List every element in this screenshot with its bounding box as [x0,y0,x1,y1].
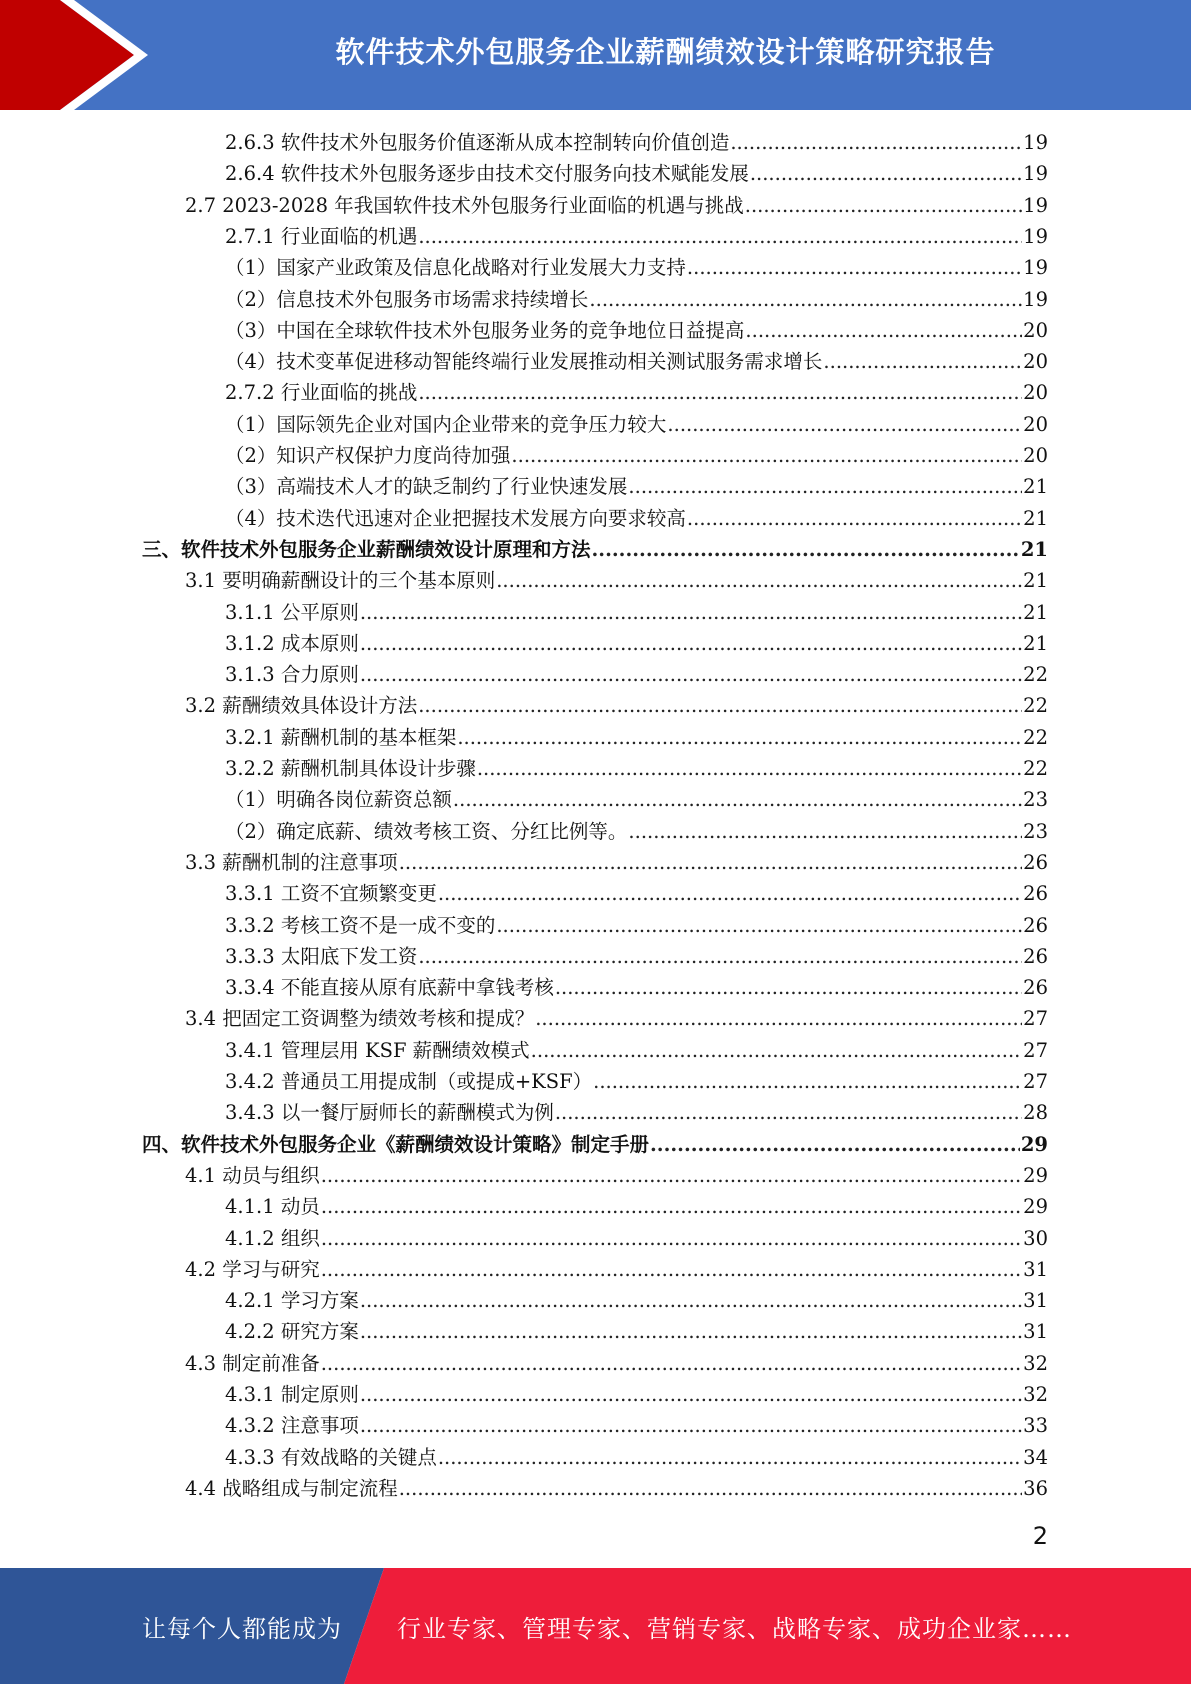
toc-entry-page: 20 [1023,318,1048,342]
toc-entry-title: 4.3.3 有效战略的关键点 [225,1445,437,1469]
toc-entry-page: 20 [1023,350,1048,374]
toc-entry[interactable] [225,346,1048,377]
toc-entry-title: （2）知识产权保护力度尚待加强 [225,444,511,467]
toc-entry[interactable] [225,1066,1048,1097]
toc-dot-leader [593,1066,1022,1097]
toc-entry-page: 31 [1023,1320,1048,1344]
toc-dot-leader [360,1410,1022,1441]
toc-entry-page: 26 [1023,882,1048,906]
toc-dot-leader [823,346,1022,377]
toc-entry-page: 21 [1020,537,1048,561]
toc-entry-title: 三、软件技术外包服务企业薪酬绩效设计原理和方法 [142,537,591,561]
toc-entry-page: 23 [1023,819,1048,843]
toc-entry-title: （1）国家产业政策及信息化战略对行业发展大力支持 [225,256,686,280]
toc-dot-leader [360,659,1022,690]
toc-entry-title: 4.2 学习与研究 [185,1257,320,1281]
toc-entry-title: 4.2.2 研究方案 [225,1320,359,1344]
header-arrow-accent [0,0,160,110]
toc-entry-page: 29 [1020,1132,1048,1156]
toc-dot-leader [438,1442,1022,1473]
toc-entry-page: 21 [1023,475,1048,499]
toc-dot-leader [555,972,1022,1003]
toc-entry-page: 20 [1023,412,1048,436]
toc-dot-leader [453,784,1022,815]
toc-dot-leader [477,753,1022,784]
toc-entry-page: 27 [1023,1038,1048,1062]
toc-entry-title: 3.4.1 管理层用 KSF 薪酬绩效模式 [225,1038,530,1062]
toc-entry-page: 21 [1023,506,1048,530]
toc-entry-title: （2）确定底薪、绩效考核工资、分红比例等。 [225,819,628,843]
toc-dot-leader [360,1285,1022,1316]
toc-entry-title: 2.6.4 软件技术外包服务逐步由技术交付服务向技术赋能发展 [225,162,749,186]
toc-dot-leader [531,1035,1023,1066]
toc-entry-page: 20 [1023,381,1048,405]
toc-entry-page: 34 [1023,1445,1048,1469]
toc-entry[interactable] [225,284,1048,315]
footer-slogan-right: 行业专家、管理专家、营销专家、战略专家、成功企业家…… [397,1614,1072,1643]
toc-dot-leader [496,565,1022,596]
toc-entry[interactable] [225,252,1048,283]
toc-entry-title: （3）中国在全球软件技术外包服务业务的竞争地位日益提高 [225,318,745,342]
toc-entry-page: 26 [1023,913,1048,937]
toc-entry-page: 22 [1023,694,1048,718]
toc-entry[interactable] [185,1254,1048,1285]
toc-dot-leader [745,190,1022,221]
toc-entry-title: 3.2.1 薪酬机制的基本框架 [225,725,457,749]
toc-dot-leader [555,1097,1022,1128]
toc-entry-title: （2）信息技术外包服务市场需求持续增长 [225,287,589,311]
toc-entry-title: 3.3.4 不能直接从原有底薪中拿钱考核 [225,976,554,1000]
toc-entry[interactable] [225,1285,1048,1316]
toc-entry-title: 2.7 2023-2028 年我国软件技术外包服务行业面临的机遇与挑战 [185,193,744,217]
toc-dot-leader [399,1473,1022,1504]
toc-dot-leader [438,878,1022,909]
toc-entry[interactable] [225,377,1048,408]
toc-entry-page: 21 [1023,600,1048,624]
toc-entry[interactable] [225,597,1048,628]
toc-entry-title: 3.3.2 考核工资不是一成不变的 [225,913,496,937]
toc-dot-leader [511,440,1022,471]
toc-dot-leader [535,1003,1022,1034]
toc-entry-page: 32 [1023,1351,1048,1375]
toc-dot-leader [750,158,1022,189]
toc-entry-title: 4.4 战略组成与制定流程 [185,1476,398,1500]
toc-dot-leader [650,1129,1020,1160]
toc-entry-page: 32 [1023,1383,1048,1406]
toc-entry-page: 19 [1023,193,1048,217]
toc-dot-leader [589,284,1022,315]
toc-entry-page: 30 [1023,1226,1048,1250]
toc-entry[interactable] [225,910,1048,941]
toc-dot-leader [360,628,1022,659]
toc-dot-leader [628,816,1022,847]
toc-entry-page: 26 [1023,976,1048,1000]
toc-entry[interactable] [225,440,1048,471]
toc-dot-leader [628,471,1022,502]
toc-dot-leader [496,910,1022,941]
toc-entry[interactable] [185,1348,1048,1379]
toc-entry[interactable] [225,878,1048,909]
toc-entry-page: 26 [1023,850,1048,874]
toc-entry-title: 4.1 动员与组织 [185,1163,320,1187]
toc-entry-page: 19 [1023,162,1048,186]
toc-entry-page: 20 [1023,444,1048,467]
toc-entry[interactable] [185,1160,1048,1191]
toc-dot-leader [592,534,1020,565]
toc-entry-page: 22 [1023,663,1048,687]
toc-entry[interactable] [185,690,1048,721]
toc-entry-title: 3.4 把固定工资调整为绩效考核和提成？ [185,1007,535,1031]
toc-entry[interactable] [225,1035,1048,1066]
page-header [0,0,1191,110]
toc-entry-title: （4）技术变革促进移动智能终端行业发展推动相关测试服务需求增长 [225,350,823,374]
toc-dot-leader [730,127,1022,158]
toc-entry-page: 21 [1023,631,1048,655]
toc-dot-leader [418,941,1022,972]
toc-entry[interactable] [185,190,1048,221]
toc-entry[interactable] [225,1442,1048,1473]
toc-entry-page: 22 [1023,725,1048,749]
toc-dot-leader [321,1254,1022,1285]
toc-dot-leader [321,1160,1022,1191]
toc-entry-title: 2.7.2 行业面临的挑战 [225,381,418,405]
toc-entry[interactable] [185,1003,1048,1034]
toc-entry[interactable] [225,659,1048,690]
toc-entry-page: 28 [1023,1101,1048,1125]
toc-dot-leader [667,409,1022,440]
toc-dot-leader [687,252,1022,283]
toc-dot-leader [360,1316,1022,1347]
toc-entry[interactable] [185,847,1048,878]
toc-dot-leader [687,503,1022,534]
toc-entry-title: 3.1.3 合力原则 [225,663,359,687]
toc-entry-title: 4.3.2 注意事项 [225,1414,359,1438]
toc-entry-page: 29 [1023,1195,1048,1219]
toc-entry-page: 31 [1023,1289,1048,1313]
toc-entry-page: 29 [1023,1163,1048,1187]
toc-entry-page: 27 [1023,1007,1048,1031]
toc-entry[interactable] [225,158,1048,189]
toc-entry[interactable] [225,972,1048,1003]
toc-entry[interactable] [225,816,1048,847]
toc-entry-page: 26 [1023,944,1048,968]
toc-entry[interactable] [225,1223,1048,1254]
toc-entry-title: 2.7.1 行业面临的机遇 [225,224,418,248]
toc-dot-leader [360,1379,1022,1410]
toc-dot-leader [457,722,1022,753]
toc-entry[interactable] [225,1410,1048,1441]
toc-entry-page: 19 [1023,256,1048,280]
toc-entry[interactable] [225,753,1048,784]
toc-entry[interactable] [225,221,1048,252]
toc-entry-page: 19 [1023,287,1048,311]
toc-entry-title: 4.2.1 学习方案 [225,1289,359,1313]
toc-entry[interactable] [225,127,1048,158]
toc-entry[interactable] [225,1316,1048,1347]
toc-entry-page: 19 [1023,131,1048,154]
toc-dot-leader [399,847,1022,878]
header-red-chevron [0,0,134,110]
toc-entry-title: 3.2 薪酬绩效具体设计方法 [185,694,418,718]
footer-slogan-left: 让每个人都能成为 [142,1614,342,1643]
toc-entry[interactable] [185,1473,1048,1504]
toc-entry[interactable] [225,503,1048,534]
toc-entry-page: 19 [1023,224,1048,248]
toc-entry[interactable] [225,628,1048,659]
report-title: 软件技术外包服务企业薪酬绩效设计策略研究报告 [335,34,996,69]
toc-entry-title: 2.6.3 软件技术外包服务价值逐渐从成本控制转向价值创造 [225,131,730,154]
toc-entry-page: 27 [1023,1070,1048,1093]
toc-entry-page: 21 [1023,569,1048,593]
toc-entry-title: 3.3.1 工资不宜频繁变更 [225,882,437,906]
toc-entry[interactable] [225,941,1048,972]
toc-entry-title: 四、软件技术外包服务企业《薪酬绩效设计策略》制定手册 [142,1132,650,1156]
toc-entry-page: 23 [1023,788,1048,812]
toc-dot-leader [321,1223,1022,1254]
toc-dot-leader [321,1348,1022,1379]
toc-entry-title: 3.1 要明确薪酬设计的三个基本原则 [185,569,496,593]
toc-entry-title: 3.3.3 太阳底下发工资 [225,944,418,968]
toc-entry[interactable] [225,315,1048,346]
toc-entry[interactable] [225,784,1048,815]
toc-entry[interactable] [185,565,1048,596]
toc-entry-title: 3.2.2 薪酬机制具体设计步骤 [225,757,476,780]
toc-entry-title: 4.1.1 动员 [225,1195,320,1219]
toc-dot-leader [360,597,1022,628]
toc-dot-leader [418,377,1022,408]
page-footer [0,1568,1191,1684]
toc-entry[interactable] [142,534,1048,565]
toc-entry-title: 3.4.2 普通员工用提成制（或提成+KSF） [225,1070,593,1093]
toc-entry-title: 4.3.1 制定原则 [225,1383,359,1406]
toc-dot-leader [321,1191,1022,1222]
page-number: 2 [1032,1522,1048,1550]
toc-entry[interactable] [225,1191,1048,1222]
toc-entry-title: （1）国际领先企业对国内企业带来的竞争压力较大 [225,412,667,436]
toc-entry-title: 3.3 薪酬机制的注意事项 [185,850,398,874]
toc-entry-title: 3.1.1 公平原则 [225,600,359,624]
toc-entry-page: 31 [1023,1257,1048,1281]
toc-entry[interactable] [142,1129,1048,1160]
toc-entry-title: （3）高端技术人才的缺乏制约了行业快速发展 [225,475,628,499]
toc-entry[interactable] [225,722,1048,753]
toc-entry-title: 4.3 制定前准备 [185,1351,320,1375]
toc-entry-title: （1）明确各岗位薪资总额 [225,788,452,812]
toc-entry[interactable] [225,1097,1048,1128]
toc-dot-leader [418,690,1022,721]
toc-entry-page: 33 [1023,1414,1048,1438]
toc-entry-title: 3.4.3 以一餐厅厨师长的薪酬模式为例 [225,1101,554,1125]
toc-entry-page: 36 [1023,1476,1048,1500]
toc-entry-title: 3.1.2 成本原则 [225,631,359,655]
toc-entry[interactable] [225,471,1048,502]
toc-entry-page: 22 [1023,757,1048,780]
toc-dot-leader [745,315,1022,346]
toc-entry[interactable] [225,409,1048,440]
toc-dot-leader [418,221,1022,252]
toc-entry[interactable] [225,1379,1048,1410]
toc-entry-title: （4）技术迭代迅速对企业把握技术发展方向要求较高 [225,506,686,530]
toc-entry-title: 4.1.2 组织 [225,1226,320,1250]
